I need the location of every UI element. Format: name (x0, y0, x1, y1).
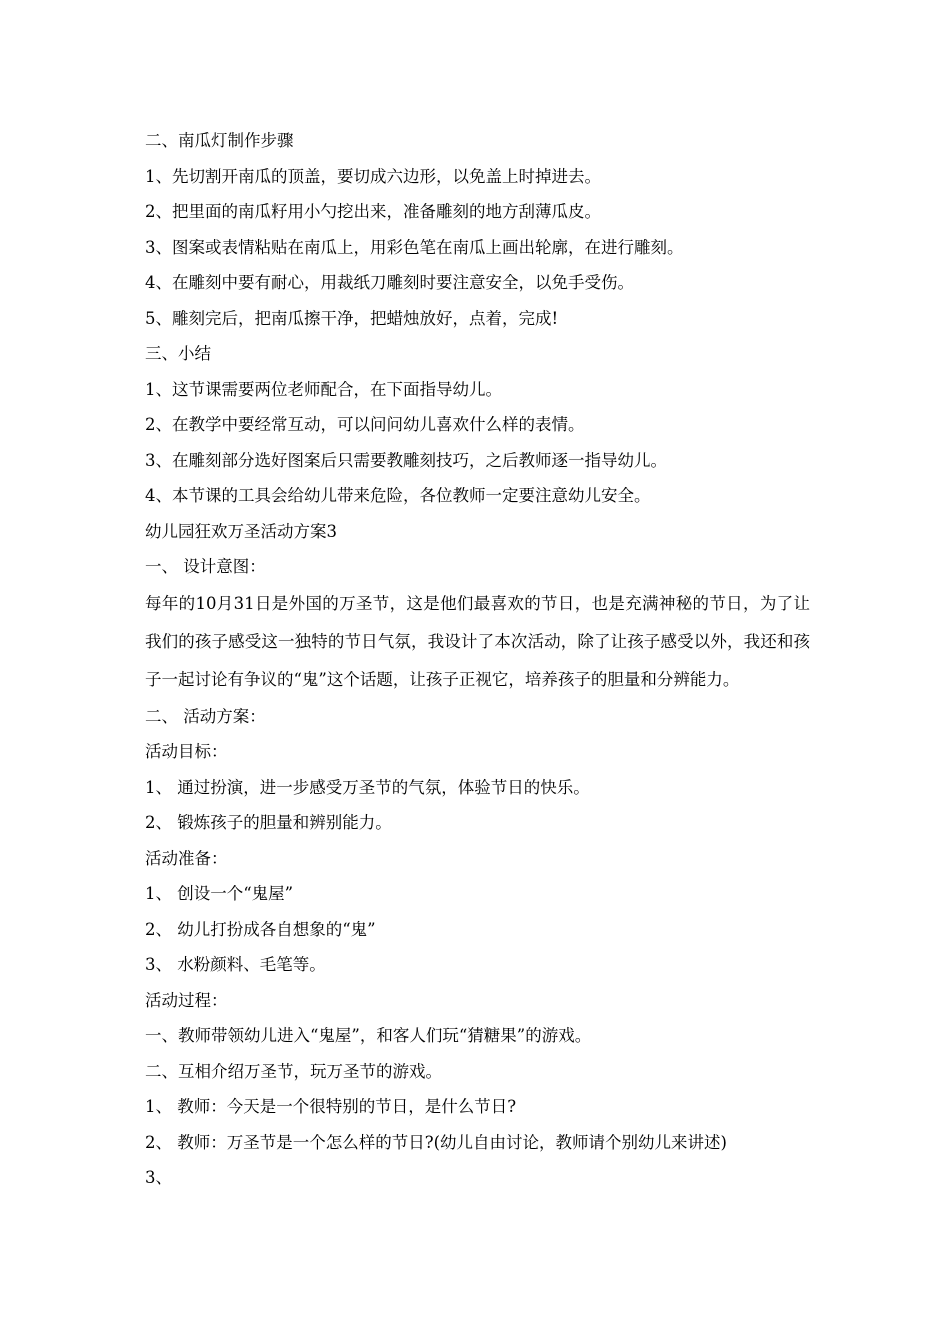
text-line: 5、雕刻完后，把南瓜擦干净，把蜡烛放好，点着，完成! (145, 308, 559, 328)
text-line: 1、 通过扮演，进一步感受万圣节的气氛，体验节日的快乐。 (145, 777, 590, 797)
text-line: 1、这节课需要两位老师配合，在下面指导幼儿。 (145, 379, 502, 399)
text-line: 一、教师带领幼儿进入“鬼屋”，和客人们玩“猜糖果”的游戏。 (145, 1026, 592, 1045)
text-line: 3、图案或表情粘贴在南瓜上，用彩色笔在南瓜上画出轮廓，在进行雕刻。 (145, 237, 684, 257)
text-line: 2、 教师：万圣节是一个怎么样的节日?(幼儿自由讨论，教师请个别幼儿来讲述) (145, 1132, 727, 1152)
text-line: 2、在教学中要经常互动，可以问问幼儿喜欢什么样的表情。 (145, 415, 585, 434)
subheading-goals: 活动目标： (145, 742, 228, 761)
subheading-preparation: 活动准备： (145, 848, 228, 868)
text-line: 3、 (145, 1168, 172, 1187)
text-line: 3、 水粉颜料、毛笔等。 (145, 955, 326, 974)
text-line: 4、在雕刻中要有耐心，用裁纸刀雕刻时要注意安全，以免手受伤。 (145, 273, 634, 292)
section-heading-activity-plan: 二、 活动方案： (145, 706, 266, 726)
text-line: 1、先切割开南瓜的顶盖，要切成六边形，以免盖上时掉进去。 (145, 166, 601, 186)
text-line: 3、在雕刻部分选好图案后只需要教雕刻技巧，之后教师逐一指导幼儿。 (145, 450, 667, 470)
section-heading-summary: 三、小结 (145, 344, 211, 363)
text-line: 2、 锻炼孩子的胆量和辨别能力。 (145, 813, 392, 832)
text-line: 2、把里面的南瓜籽用小勺挖出来，准备雕刻的地方刮薄瓜皮。 (145, 202, 601, 221)
document-page (145, 123, 810, 1196)
section-heading-design-intent: 一、 设计意图： (145, 557, 266, 576)
design-intent-paragraph: 每年的10月31日是外国的万圣节，这是他们最喜欢的节日，也是充满神秘的节日，为了让我们的孩子感受这一独特的节日气氛，我设计了本次活动，除了让孩子感受以外，我还和孩子一起讨论有争议的“鬼”这个话题，让孩子正视它，培养孩子的胆量和分辨能力。 (145, 593, 810, 689)
text-line: 2、 幼儿打扮成各自想象的“鬼” (145, 919, 376, 939)
plan-title: 幼儿园狂欢万圣活动方案3 (145, 521, 337, 541)
subheading-process: 活动过程： (145, 990, 228, 1010)
text-line: 4、本节课的工具会给幼儿带来危险，各位教师一定要注意幼儿安全。 (145, 486, 651, 505)
text-line: 1、 教师：今天是一个很特别的节日，是什么节日? (145, 1097, 517, 1116)
text-line: 1、 创设一个“鬼屋” (145, 884, 294, 903)
text-line: 二、互相介绍万圣节，玩万圣节的游戏。 (145, 1061, 442, 1081)
section-heading-steps: 二、南瓜灯制作步骤 (145, 131, 294, 150)
